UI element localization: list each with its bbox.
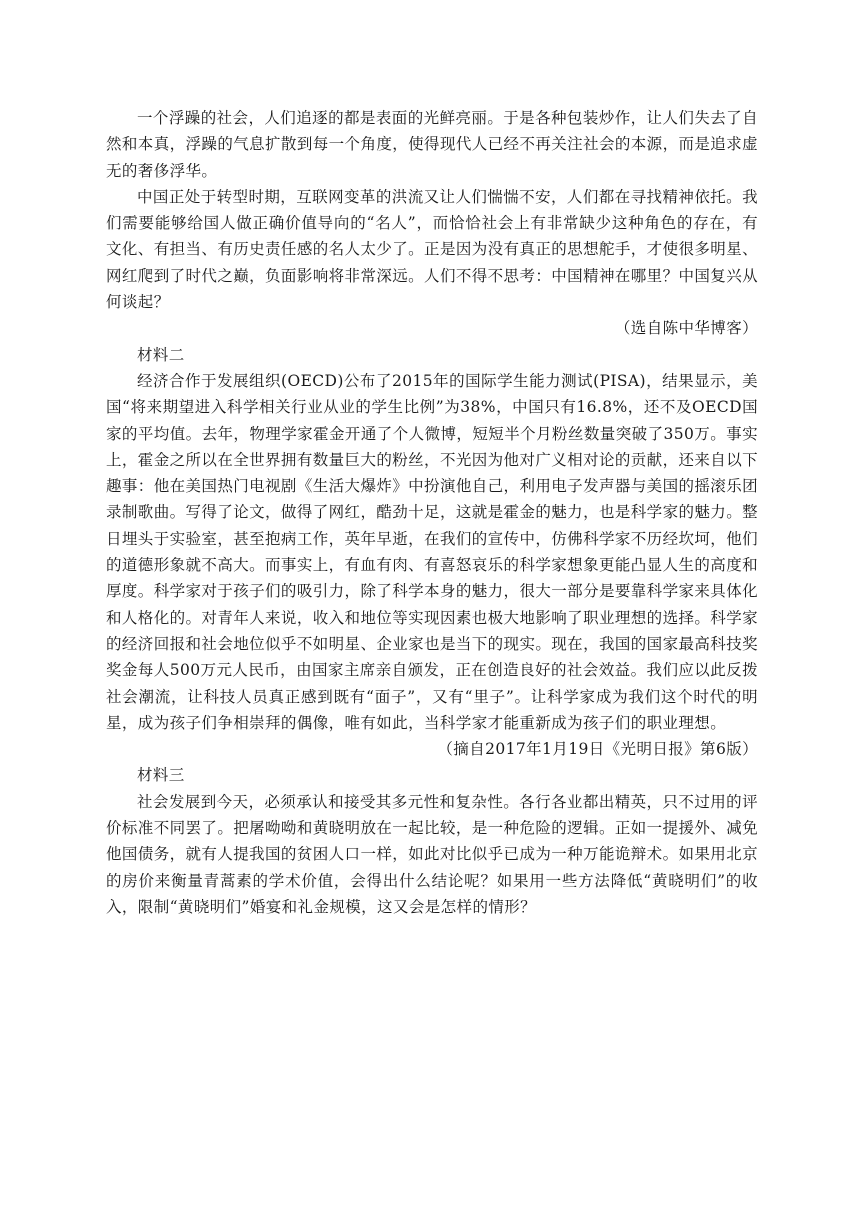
section-heading-3: 材料三 (137, 766, 185, 785)
source-citation-2: （摘自2017年1月19日《光明日报》第6版） (437, 740, 758, 759)
paragraph-3: 经济合作于发展组织(OECD)公布了2015年的国际学生能力测试(PISA)，结果显示，美国“将来期望进入科学相关行业从业的学生比例”为38%，中国只有16.8%，还不及OECD国家的平均值。去年，物理学家霍金开通了个人微博，短短半个月粉丝数量突破了350万。事实上，霍金之所以在全世界拥有数量巨大的粉丝，不光因为他对广义相对论的贡献，还来自以下趣事：他在美国热门电视剧《生活大爆炸》中扮演他自己，利用电子发声器与美国的摇滚乐团录制歌曲。写得了论文，做得了网红，酷劲十足，这就是霍金的魅力，也是科学家的魅力。整日埋头于实验室，甚至抱病工作，英年早逝，在我们的宣传中，仿佛科学家不历经坎坷，他们的道德形象就不高大。而事实上，有血有肉、有喜怒哀乐的科学家想象更能凸显人生的高度和厚度。科学家对于孩子们的吸引力，除了科学本身的魅力，很大一部分是要靠科学家来具体化和人格化的。对青年人来说，收入和地位等实现因素也极大地影响了职业理想的选择。科学家的经济回报和社会地位似乎不如明星、企业家也是当下的现实。现在，我国的国家最高科技奖奖金每人500万元人民币，由国家主席亲自颁发，正在创造良好的社会效益。我们应以此反拨社会潮流，让科技人员真正感到既有“面子”，又有“里子”。让科学家成为我们这个时代的明星，成为孩子们争相崇拜的偶像，唯有如此，当科学家才能重新成为孩子们的职业理想。 (106, 371, 758, 732)
paragraph-1: 一个浮躁的社会，人们追逐的都是表面的光鲜亮丽。于是各种包装炒作，让人们失去了自然和本真，浮躁的气息扩散到每一个角度，使得现代人已经不再关注社会的本源，而是追求虚无的奢侈浮华。 (106, 109, 758, 180)
paragraph-2: 中国正处于转型时期，互联网变革的洪流又让人们惴惴不安，人们都在寻找精神依托。我们需要能够给国人做正确价值导向的“名人”，而恰恰社会上有非常缺少这种角色的存在，有文化、有担当、有历史责任感的名人太少了。正是因为没有真正的思想舵手，才使很多明星、网红爬到了时代之巅，负面影响将非常深远。人们不得不思考：中国精神在哪里？中国复兴从何谈起？ (106, 187, 758, 312)
section-heading-2: 材料二 (137, 345, 185, 364)
document-page (106, 105, 758, 920)
source-citation-1: （选自陈中华博客） (614, 319, 758, 338)
paragraph-4: 社会发展到今天，必须承认和接受其多元性和复杂性。各行各业都出精英，只不过用的评价标准不同罢了。把屠呦呦和黄晓明放在一起比较，是一种危险的逻辑。正如一提援外、减免他国债务，就有人提我国的贫困人口一样，如此对比似乎已成为一种万能诡辩术。如果用北京的房价来衡量青蒿素的学术价值，会得出什么结论呢？如果用一些方法降低“黄晓明们”的收入，限制“黄晓明们”婚宴和礼金规模，这又会是怎样的情形？ (106, 792, 758, 916)
